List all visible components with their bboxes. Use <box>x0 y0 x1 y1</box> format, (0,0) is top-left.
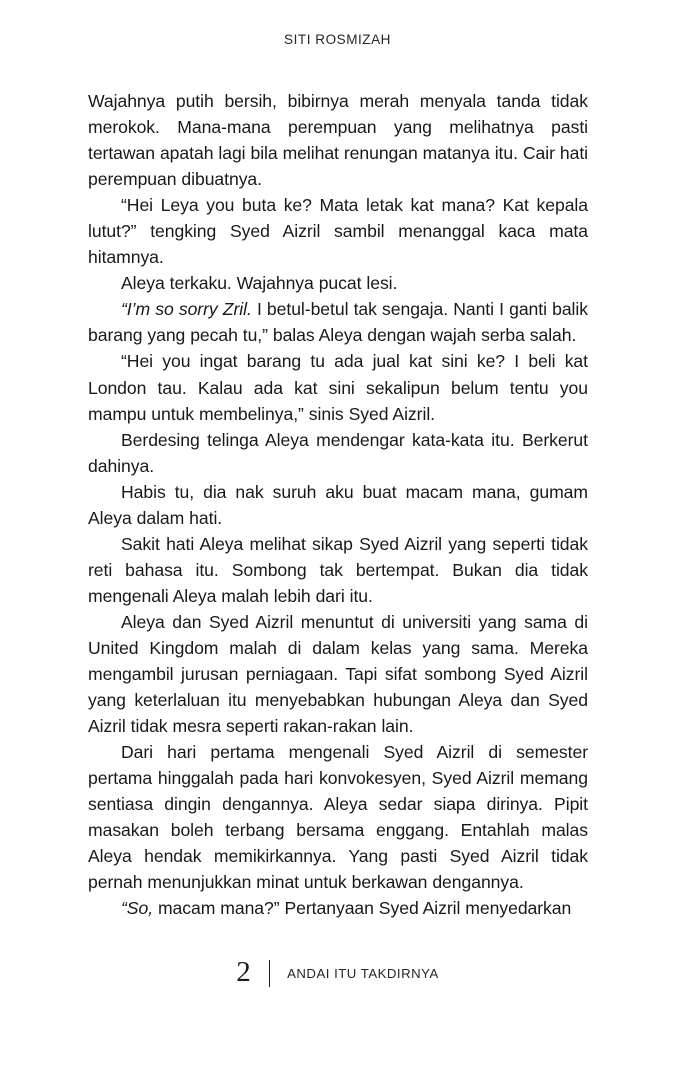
paragraph <box>88 348 588 426</box>
running-head: SITI ROSMIZAH <box>284 32 391 47</box>
paragraph <box>88 739 588 895</box>
paragraph-text: Habis tu, dia nak suruh aku buat macam mana, gumam Aleya dalam hati. <box>88 481 588 528</box>
paragraph <box>88 479 588 531</box>
paragraph-italic-lead: “I’m so sorry Zril. <box>121 299 252 320</box>
paragraph <box>88 427 588 479</box>
paragraph-text: Aleya terkaku. Wajahnya pucat lesi. <box>121 273 398 294</box>
paragraph-text: “Hei Leya you buta ke? Mata letak kat mana? Kat kepala lutut?” tengking Syed Aizril sambil menanggal kaca mata hitamnya. <box>88 195 588 268</box>
page-number: 2 <box>236 956 251 988</box>
paragraph <box>88 270 588 296</box>
body-text-block <box>88 88 588 922</box>
paragraph <box>88 296 588 348</box>
paragraph-text: macam mana?” Pertanyaan Syed Aizril menyedarkan <box>153 898 572 919</box>
footer-divider <box>269 960 270 987</box>
paragraph <box>88 192 588 270</box>
page-footer <box>0 958 675 989</box>
paragraph-text: Sakit hati Aleya melihat sikap Syed Aizril yang seperti tidak reti bahasa itu. Sombong tak bertempat. Bukan dia tidak mengenali Aleya malah lebih dari itu. <box>88 533 588 606</box>
paragraph-text: “Hei you ingat barang tu ada jual kat sini ke? I beli kat London tau. Kalau ada kat sini sekalipun belum tentu you mampu untuk membelinya,” sinis Syed Aizril. <box>88 351 588 424</box>
paragraph <box>88 609 588 739</box>
paragraph-text: I betul-betul tak sengaja. Nanti I ganti balik barang yang pecah tu,” balas Aleya dengan wajah serba salah. <box>88 299 588 346</box>
paragraph-text: Berdesing telinga Aleya mendengar kata-kata itu. Berkerut dahinya. <box>88 429 588 476</box>
paragraph-text: Aleya dan Syed Aizril menuntut di universiti yang sama di United Kingdom malah di dalam kelas yang sama. Mereka mengambil jurusan perniagaan. Tapi sifat sombong Syed Aizril yang keterlaluan itu menyebabkan hubungan Aleya dan Syed Aizril tidak mesra seperti rakan-rakan lain. <box>88 611 588 737</box>
paragraph-italic-lead: “So, <box>121 898 154 919</box>
paragraph <box>88 88 588 192</box>
paragraph-text: Dari hari pertama mengenali Syed Aizril di semester pertama hinggalah pada hari konvokesyen, Syed Aizril memang sentiasa dingin dengannya. Aleya sedar siapa dirinya. Pipit masakan boleh terbang bersama enggang. Entahlah malas Aleya hendak memikirkannya. Yang pasti Syed Aizril tidak pernah menunjukkan minat untuk berkawan dengannya. <box>88 742 588 893</box>
paragraph-text: Wajahnya putih bersih, bibirnya merah menyala tanda tidak merokok. Mana-mana perempuan yang melihatnya pasti tertawan apatah lagi bila melihat renungan matanya itu. Cair hati perempuan dibuatnya. <box>88 91 588 190</box>
paragraph <box>88 895 588 921</box>
book-title-caption: ANDAI ITU TAKDIRNYA <box>287 966 439 981</box>
paragraph <box>88 531 588 609</box>
